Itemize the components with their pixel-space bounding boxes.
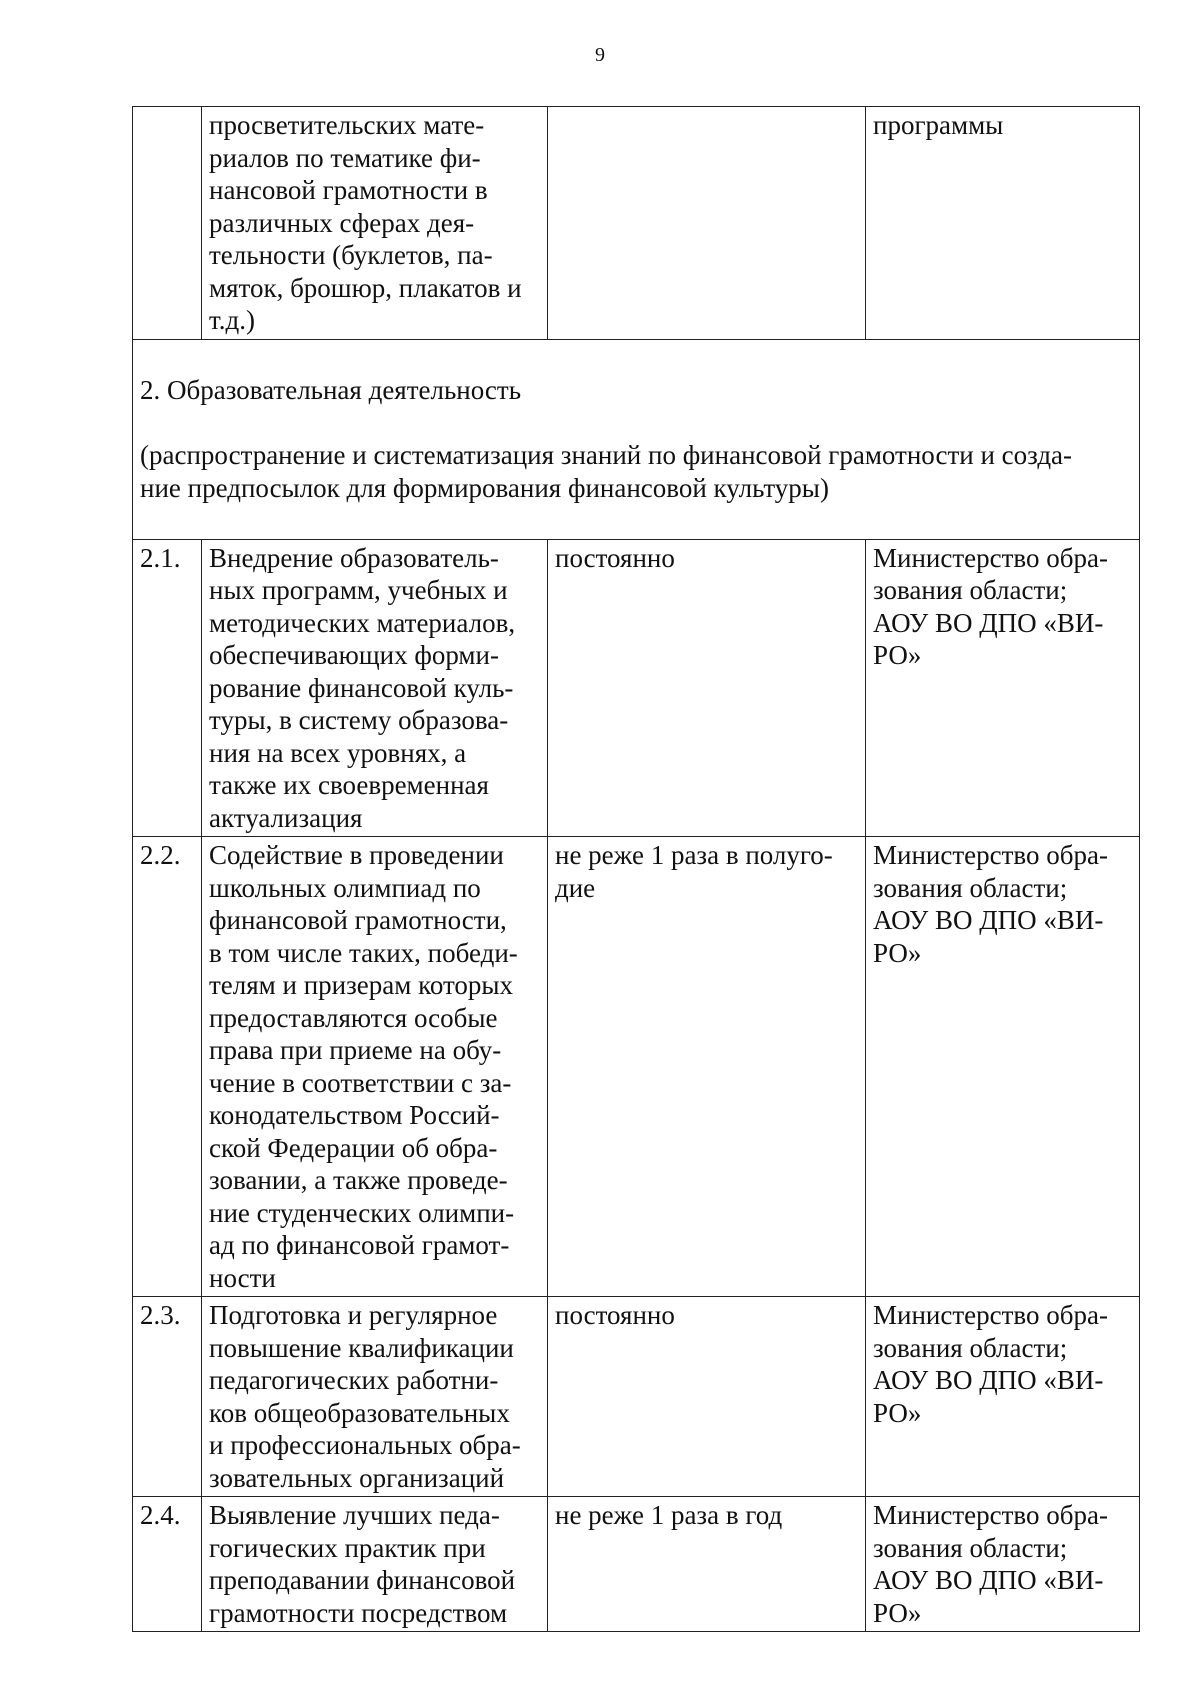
cell-activity: Выявление лучших педа- гогических практик при преподавании финансовой грамотности посредством bbox=[202, 1497, 548, 1632]
section-header-cell bbox=[133, 339, 1140, 539]
cell-responsible: Министерство обра- зования области; АОУ ВО ДПО «ВИ- РО» bbox=[866, 1497, 1140, 1632]
cell-term: постоянно bbox=[548, 539, 866, 837]
cell-number: 2.4. bbox=[133, 1497, 202, 1632]
cell-number: 2.3. bbox=[133, 1297, 202, 1497]
cell-number: 2.1. bbox=[133, 539, 202, 837]
cell-term: не реже 1 раза в год bbox=[548, 1497, 866, 1632]
cell-activity: Подготовка и регулярное повышение квалификации педагогических работни- ков общеобразовательных и профессиональных обра- зовательных организаций bbox=[202, 1297, 548, 1497]
cell-activity: Содействие в проведении школьных олимпиад по финансовой грамотности, в том числе таких, победи- телям и призерам которых предоставляются особые права при приеме на обу- чение в соответствии с за- конодательством Россий- ской Федерации об обра- зовании, а также проведе- ние студенческих олимпи- ад по финансовой грамот- ности bbox=[202, 837, 548, 1297]
cell-responsible: Министерство обра- зования области; АОУ ВО ДПО «ВИ- РО» bbox=[866, 837, 1140, 1297]
cell-responsible: Министерство обра- зования области; АОУ ВО ДПО «ВИ- РО» bbox=[866, 1297, 1140, 1497]
section-header-row bbox=[133, 339, 1140, 539]
table-row-continued bbox=[133, 107, 1140, 340]
cell-responsible: программы bbox=[866, 107, 1140, 340]
section-subtitle: (распространение и систематизация знаний по финансовой грамотности и созда- ние предпосылок для формирования финансовой культуры) bbox=[140, 440, 1073, 503]
cell-number: 2.2. bbox=[133, 837, 202, 1297]
section-title: 2. Образовательная деятельность bbox=[140, 375, 522, 405]
cell-number bbox=[133, 107, 202, 340]
table-row bbox=[133, 539, 1140, 837]
cell-responsible: Министерство обра- зования области; АОУ ВО ДПО «ВИ- РО» bbox=[866, 539, 1140, 837]
cell-term: не реже 1 раза в полуго- дие bbox=[548, 837, 866, 1297]
cell-term bbox=[548, 107, 866, 340]
activity-plan-table bbox=[132, 106, 1140, 1632]
cell-activity: просветительских мате- риалов по тематике фи- нансовой грамотности в различных сферах дея- тельности (буклетов, па- мяток, брошюр, плакатов и т.д.) bbox=[202, 107, 548, 340]
table-row bbox=[133, 1497, 1140, 1632]
cell-activity: Внедрение образователь- ных программ, учебных и методических материалов, обеспечивающих форми- рование финансовой куль- туры, в систему образова- ния на всех уровнях, а также их своевременная актуализация bbox=[202, 539, 548, 837]
page-number: 9 bbox=[595, 44, 605, 66]
table-row bbox=[133, 1297, 1140, 1497]
table-row bbox=[133, 837, 1140, 1297]
cell-term: постоянно bbox=[548, 1297, 866, 1497]
